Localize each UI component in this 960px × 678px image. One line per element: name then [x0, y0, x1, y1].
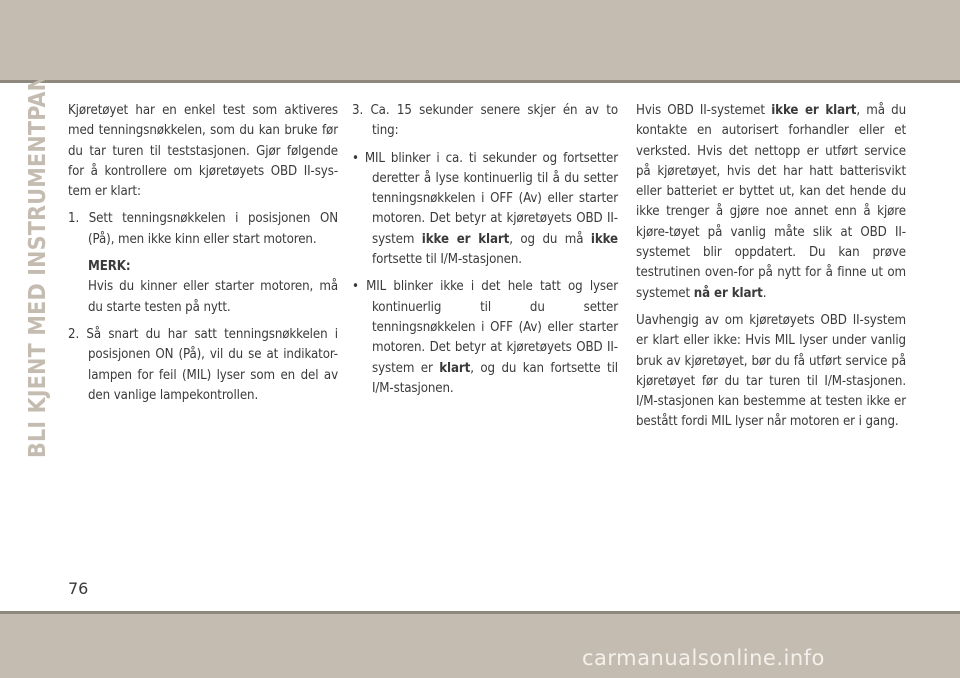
paragraph-text: . — [762, 285, 767, 301]
page-number: 76 — [68, 579, 89, 598]
bullet-not-ready — [352, 149, 618, 271]
bullet-text: • MIL blinker i ca. ti sekunder og fortsetter deretter å lyse kontinuerlig til å du setter tenningsnøkkelen i OFF (Av) eller starter motoren. Det betyr at kjøretøyets OBD II-system — [352, 150, 618, 247]
paragraph-regardless: Uavhengig av om kjøretøyets OBD II-system er klart eller ikke: Hvis MIL lyser under vanlig bruk av kjøretøyet, bør du få utført service på kjøretøyet før du tar turen til I/M-stasjonen. I/M-stasjonen kan bestemme at testen ikke er bestått fordi MIL lyser når motoren er i gang. — [636, 312, 906, 430]
bold-text: ikke er klart — [421, 231, 510, 247]
note-text: Hvis du kinner eller starter motoren, må du starte testen på nytt. — [88, 279, 338, 315]
text-column-2 — [352, 101, 618, 406]
step-1: 1. Sett tenningsnøkkelen i posisjonen ON (På), men ikke kinn eller start motoren. — [68, 211, 338, 247]
bold-text: nå er klart — [693, 285, 763, 301]
header-band — [0, 0, 960, 80]
bold-text: klart — [439, 360, 471, 376]
step-3: 3. Ca. 15 sekunder senere skjer én av to ting: — [352, 103, 618, 139]
paragraph-text: , må du kontakte en autorisert forhandler eller et verksted. Hvis det nettopp er utført service på kjøretøyet, hvis det har hatt batterisvikt eller batteriet er byttet ut, kan det hende du ikke trenger å gjøre noe annet enn å kjøre kjøre-tøyet på vanlig måte slik at OBD II-systemet blir oppdatert. Du kan prøve testrutinen oven-for på nytt for å finne ut om systemet — [636, 103, 907, 301]
bullet-ready — [352, 277, 618, 399]
bullet-text: • MIL blinker ikke i det hele tatt og lyser kontinuerlig til du setter tenningsnøkkelen i OFF (Av) eller starter motoren. Det betyr at kjøretøyets OBD II-system er — [352, 279, 618, 376]
section-title-vertical: BLI KJENT MED INSTRUMENTPANELET — [25, 17, 51, 458]
paragraph-text: Hvis OBD II-systemet — [636, 103, 772, 118]
note-label: MERK: — [88, 259, 131, 275]
paragraph-not-ready — [636, 101, 906, 304]
step-2: 2. Så snart du har satt tenningsnøkkelen i posisjonen ON (På), vil du se at indikator-lampen for feil (MIL) lyser som en del av den vanlige lampekontrollen. — [68, 326, 338, 403]
bullet-text: , og du kan fortsette til I/M-stasjonen. — [372, 360, 618, 396]
bullet-text: , og du må — [509, 231, 591, 247]
header-rule — [0, 80, 960, 83]
watermark-text: carmanualsonline.info — [582, 646, 825, 670]
text-column-3 — [636, 101, 906, 440]
bold-text: ikke — [590, 231, 618, 247]
bold-text: ikke er klart — [771, 103, 857, 118]
note-block — [88, 257, 338, 318]
text-column-1 — [68, 101, 338, 413]
intro-paragraph: Kjøretøyet har en enkel test som aktiveres med tenningsnøkkelen, som du kan bruke før du tar turen til teststasjonen. Gjør følgende for å kontrollere om kjøretøyets OBD II-sys-tem er klart: — [68, 103, 338, 200]
bullet-text: fortsette til I/M-stasjonen. — [372, 252, 522, 268]
